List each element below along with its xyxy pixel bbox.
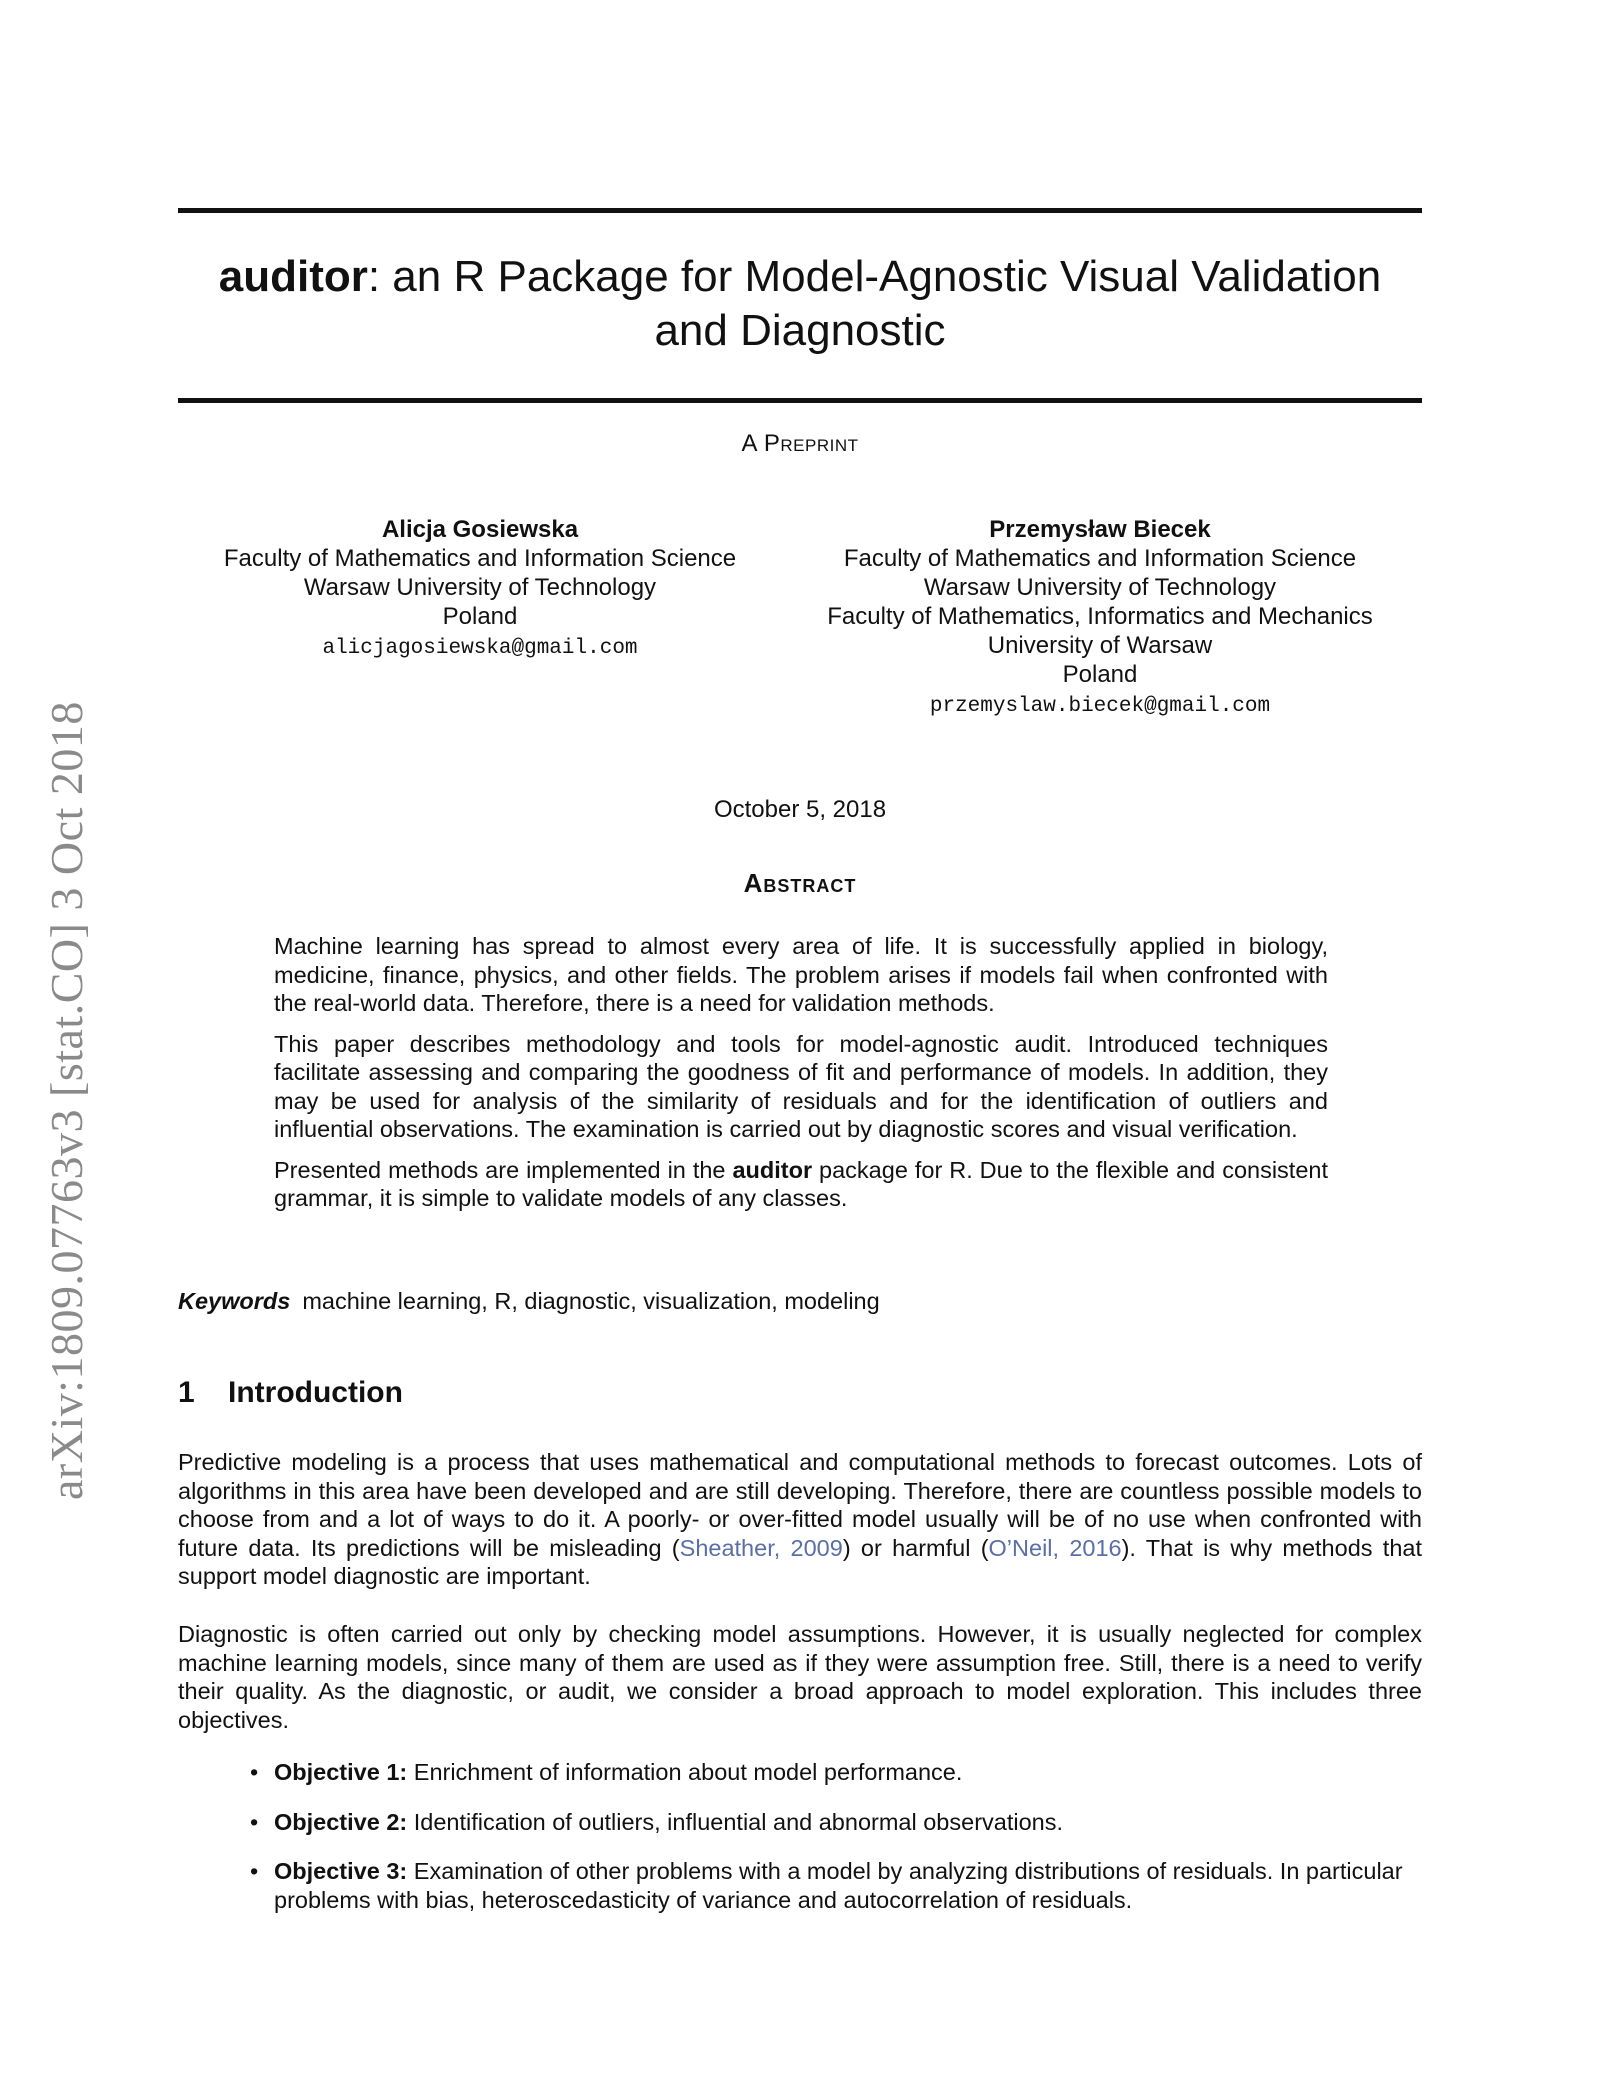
- arxiv-identifier: arXiv:1809.07763v3 [stat.CO] 3 Oct 2018: [41, 701, 92, 1500]
- abstract-paragraph: Machine learning has spread to almost every area of life. It is successfully applied in biology, medicine, finance, physics, and other fields. The problem arises if models fail when confronted with the real-world data. Therefore, there is a need for validation methods.: [274, 933, 1328, 1016]
- author-affiliation: Faculty of Mathematics, Informatics and Mechanics: [827, 603, 1373, 630]
- citation-link[interactable]: Sheather, 2009: [679, 1534, 843, 1561]
- keywords-text: machine learning, R, diagnostic, visualization, modeling: [302, 1288, 880, 1314]
- body-text: Diagnostic is often carried out only by checking model assumptions. However, it is usually neglected for complex machine learning models, since many of them are used as if they were assumption free. Still, there is a need to verify their quality. As the diagnostic, or audit, we consider a broad approach to model exploration. This includes three objectives.: [178, 1621, 1422, 1733]
- author-affiliation: Faculty of Mathematics and Information Science: [843, 545, 1357, 572]
- title-bottom-rule: [178, 398, 1422, 403]
- objective-text: Examination of other problems with a model by analyzing distributions of residuals. In particular problems with bias, heteroscedasticity of variance and autocorrelation of residuals.: [274, 1858, 1403, 1913]
- citation-link[interactable]: O’Neil, 2016: [988, 1534, 1122, 1561]
- body-text: Predictive modeling is a process that uses mathematical and computational methods to forecast outcomes. Lots of algorithms in this area have been developed and are still developing. Therefore, there are countless possible models to choose from and a lot of ways to do it. A poorly- or over-fitted model usually will be of no use when confronted with future data. Its predictions will be misleading (: [178, 1449, 1422, 1561]
- bullet-icon: •: [250, 1759, 259, 1785]
- author-affiliation: University of Warsaw: [987, 632, 1213, 659]
- author-affiliation: Warsaw University of Technology: [923, 574, 1277, 601]
- keywords-line: [178, 1288, 880, 1315]
- abstract-paragraph: This paper describes methodology and tools for model-agnostic audit. Introduced techniques facilitate assessing and comparing the goodness of fit and performance of models. In addition, they may be used for analysis of the similarity of residuals and for the identification of outliers and influential observations. The examination is carried out by diagnostic scores and visual verification.: [274, 1030, 1328, 1142]
- abstract-text: Presented methods are implemented in the: [274, 1156, 733, 1183]
- list-item: [250, 1857, 1422, 1914]
- bullet-icon: •: [250, 1808, 259, 1835]
- author-email[interactable]: alicjagosiewska@gmail.com: [322, 637, 638, 660]
- keywords-label: Keywords: [178, 1288, 291, 1314]
- bullet-icon: •: [250, 1858, 259, 1884]
- title-text: : an R Package for Model-Agnostic Visual Validation: [367, 252, 1382, 301]
- section-number: 1: [178, 1376, 195, 1409]
- objectives-list: [250, 1758, 1422, 1935]
- paper-title: [178, 250, 1422, 358]
- section-heading-introduction: [178, 1376, 403, 1410]
- author-block-2: [780, 515, 1420, 721]
- abstract-heading: Abstract: [743, 868, 857, 898]
- author-email[interactable]: przemyslaw.biecek@gmail.com: [929, 695, 1271, 718]
- intro-paragraph-2: [178, 1620, 1422, 1734]
- author-affiliation: Warsaw University of Technology: [303, 574, 657, 601]
- author-affiliation: Poland: [442, 603, 518, 630]
- author-block-1: [180, 515, 780, 663]
- abstract-paragraph: [274, 1156, 1328, 1213]
- abstract-text: package for R. Due to the flexible and consistent grammar, it is simple to validate models of any classes.: [274, 1156, 1328, 1211]
- preprint-label: A Preprint: [741, 430, 859, 457]
- body-text: ). That is why methods that support model diagnostic are important.: [178, 1534, 1422, 1589]
- title-text-line2: and Diagnostic: [654, 306, 946, 355]
- author-name: Alicja Gosiewska: [381, 516, 579, 543]
- title-top-rule: [178, 208, 1422, 213]
- objective-text: Enrichment of information about model performance.: [413, 1759, 963, 1785]
- list-item: [250, 1808, 1422, 1837]
- abstract-body: [274, 932, 1328, 1225]
- intro-paragraph-1: [178, 1448, 1422, 1591]
- objective-label: Objective 2:: [274, 1808, 408, 1835]
- objective-text: Identification of outliers, influential and abnormal observations.: [413, 1808, 1064, 1835]
- body-text: ) or harmful (: [842, 1534, 989, 1561]
- author-name: Przemysław Biecek: [989, 516, 1211, 543]
- title-package-name: auditor: [218, 252, 368, 301]
- paper-date: October 5, 2018: [713, 796, 887, 823]
- objective-label: Objective 3:: [274, 1858, 408, 1884]
- section-title: Introduction: [228, 1376, 403, 1409]
- objective-label: Objective 1:: [274, 1759, 408, 1785]
- list-item: [250, 1758, 1422, 1787]
- package-name: auditor: [732, 1156, 813, 1183]
- author-affiliation: Faculty of Mathematics and Information Science: [223, 545, 737, 572]
- author-affiliation: Poland: [1062, 661, 1138, 688]
